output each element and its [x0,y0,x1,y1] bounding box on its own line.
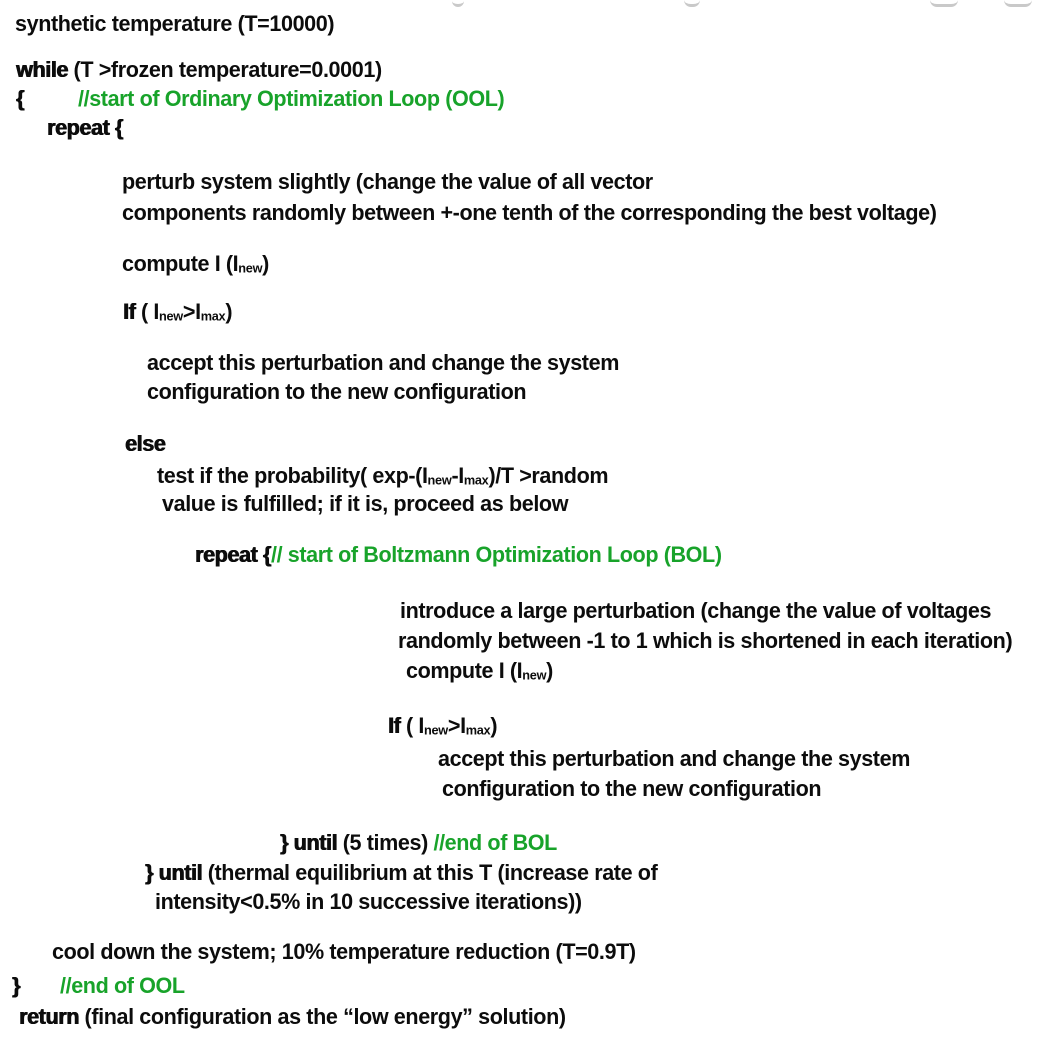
code-text: cool down the system; 10% temperature reduction (T=0.9T) [52,939,636,964]
code-keyword: repeat { [195,542,271,567]
subscript: new [522,667,547,683]
code-line [16,83,24,114]
code-line [438,743,910,774]
code-line [16,54,382,85]
code-line [162,488,568,519]
code-line [442,773,821,804]
subscript: max [463,472,489,488]
code-text: (T >frozen temperature=0.0001) [73,57,382,82]
code-text: accept this perturbation and change the system [438,746,910,771]
cropped-text-remnant [930,0,958,7]
code-keyword: } until [280,830,343,855]
code-line [19,1001,566,1032]
code-line [122,248,269,284]
code-text: intensity<0.5% in 10 successive iterations)) [155,889,582,914]
code-text: compute I (I [122,251,239,276]
code-line [15,8,334,39]
cropped-text-remnant [1004,0,1032,7]
code-text: (5 times) [342,830,434,855]
code-text: test if the probability( exp-(I [157,463,428,488]
code-line [147,347,619,378]
code-text: (thermal equilibrium at this T (increase rate of [207,860,658,885]
code-keyword: If [388,713,406,738]
code-line [52,936,636,967]
code-comment: //start of Ordinary Optimization Loop (OOL) [78,86,505,111]
code-line [147,376,526,407]
subscript: new [238,260,263,276]
code-text: configuration to the new configuration [147,379,527,404]
code-keyword: while [16,57,74,82]
subscript: new [158,308,183,324]
code-text: ( I [405,713,424,738]
code-text: randomly between -1 to 1 which is shortened in each iteration) [398,628,1013,653]
code-line [145,857,657,888]
code-text: ) [262,251,269,276]
code-text: >I [447,713,466,738]
code-text: ) [546,658,553,683]
code-line [122,197,937,228]
subscript: max [465,722,491,738]
code-text: compute I (I [406,658,523,683]
code-line [47,112,123,143]
code-text: perturb system slightly (change the value of all vector [122,169,653,194]
code-text: synthetic temperature (T=10000) [15,11,335,36]
code-line [60,970,185,1001]
code-line [400,595,991,626]
code-line [155,886,582,917]
code-line [406,655,553,691]
code-line [78,83,504,114]
code-text: accept this perturbation and change the system [147,350,619,375]
code-keyword: repeat { [47,115,123,140]
code-keyword: else [125,431,166,456]
code-text: -I [451,463,464,488]
code-keyword: } [12,973,21,998]
code-line [280,827,557,858]
code-text: value is fulfilled; if it is, proceed as below [162,491,569,516]
code-keyword: return [19,1004,85,1029]
code-keyword: { [16,86,25,111]
code-text: introduce a large perturbation (change the value of voltages [400,598,992,623]
code-text: ) [225,299,233,324]
code-text: ( I [140,299,159,324]
code-text: components randomly between +-one tenth of the corresponding the best voltage) [122,200,937,225]
code-text: ) [490,713,498,738]
code-line [122,166,653,197]
code-line [195,539,722,570]
subscript: new [423,722,448,738]
cropped-text-remnant [452,0,464,7]
code-line [123,296,232,332]
code-line [388,710,497,746]
code-text: )/T >random [488,463,609,488]
code-keyword: } until [145,860,208,885]
code-comment: //end of BOL [433,830,557,855]
code-comment: // start of Boltzmann Optimization Loop (BOL) [270,542,722,567]
code-keyword: If [123,299,141,324]
subscript: new [427,472,452,488]
code-comment: //end of OOL [60,973,185,998]
code-line [12,970,20,1001]
cropped-text-remnant [684,0,700,7]
code-text: (final configuration as the “low energy” solution) [84,1004,566,1029]
subscript: max [200,308,226,324]
code-line [398,625,1012,656]
code-text: >I [182,299,201,324]
code-text: configuration to the new configuration [442,776,822,801]
code-line [125,428,165,459]
